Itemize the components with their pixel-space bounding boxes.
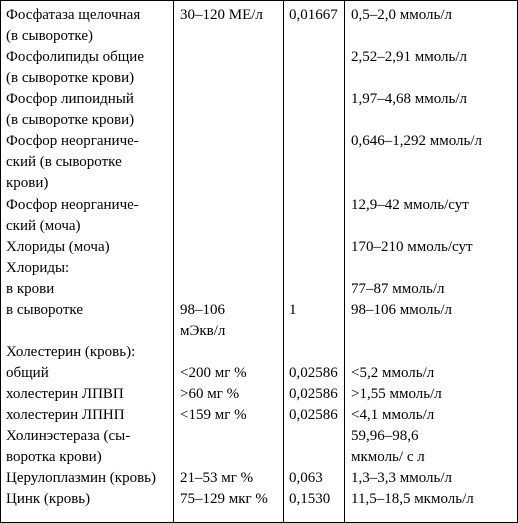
cell-factor: 1 — [289, 302, 297, 318]
cell-si: 98–106 ммоль/л — [351, 302, 453, 318]
cell-name: Хлориды (моча) — [6, 239, 110, 255]
cell-factor: 0,063 — [289, 470, 323, 486]
cell-range: <200 мг % — [180, 365, 247, 381]
cell-name: в сыворотке — [6, 302, 83, 318]
cell-name: Церулоплазмин (кровь) — [6, 470, 156, 486]
cell-name: Фосфатаза щелочная (в сыворотке) — [6, 7, 141, 44]
cell-si: <5,2 ммоль/л — [351, 365, 435, 381]
cell-factor: 0,02586 — [289, 365, 338, 381]
cell-si: 0,5–2,0 ммоль/л — [351, 7, 453, 23]
cell-factor: 0,02586 — [289, 407, 338, 423]
cell-name: Фосфор липоидный (в сыворотке крови) — [6, 91, 135, 128]
cell-name: Фосфор неорганиче- ский (моча) — [6, 197, 139, 234]
cell-name: в крови — [6, 281, 55, 297]
cell-si: 0,646–1,292 ммоль/л — [351, 133, 483, 149]
cell-si: 2,52–2,91 ммоль/л — [351, 49, 468, 65]
cell-factor: 0,02586 — [289, 386, 338, 402]
cell-range: <159 мг % — [180, 407, 247, 423]
cell-name: общий — [6, 365, 49, 381]
cell-range: 98–106 мЭкв/л — [180, 302, 226, 339]
cell-name: Цинк (кровь) — [6, 491, 91, 507]
cell-name: Фосфор неорганиче- ский (в сыворотке крови) — [6, 133, 139, 191]
cell-name: Хлориды: — [6, 260, 70, 276]
cell-factor: 0,1530 — [289, 491, 331, 507]
cell-si: 170–210 ммоль/сут — [351, 239, 473, 255]
cell-name: холестерин ЛПВП — [6, 386, 124, 402]
cell-name: Холинэстераза (сы- воротка крови) — [6, 428, 131, 465]
cell-range: 30–120 МЕ/л — [180, 7, 263, 23]
cell-si: 59,96–98,6 мкмоль/ с л — [351, 428, 425, 465]
cell-si: >1,55 ммоль/л — [351, 386, 442, 402]
cell-si: 77–87 ммоль/л — [351, 281, 445, 297]
cell-si: 1,97–4,68 ммоль/л — [351, 91, 468, 107]
cell-si: <4,1 ммоль/л — [351, 407, 435, 423]
cell-si: 11,5–18,5 мкмоль/л — [351, 491, 474, 507]
cell-factor: 0,01667 — [289, 7, 338, 23]
cell-range: 21–53 мг % — [180, 470, 254, 486]
cell-name: холестерин ЛПНП — [6, 407, 125, 423]
cell-range: 75–129 мкг % — [180, 491, 268, 507]
cell-si: 1,3–3,3 ммоль/л — [351, 470, 453, 486]
cell-si: 12,9–42 ммоль/сут — [351, 197, 469, 213]
cell-name: Фосфолипиды общие (в сыворотке крови) — [6, 49, 144, 86]
cell-name: Холестерин (кровь): — [6, 344, 136, 360]
cell-range: >60 мг % — [180, 386, 240, 402]
